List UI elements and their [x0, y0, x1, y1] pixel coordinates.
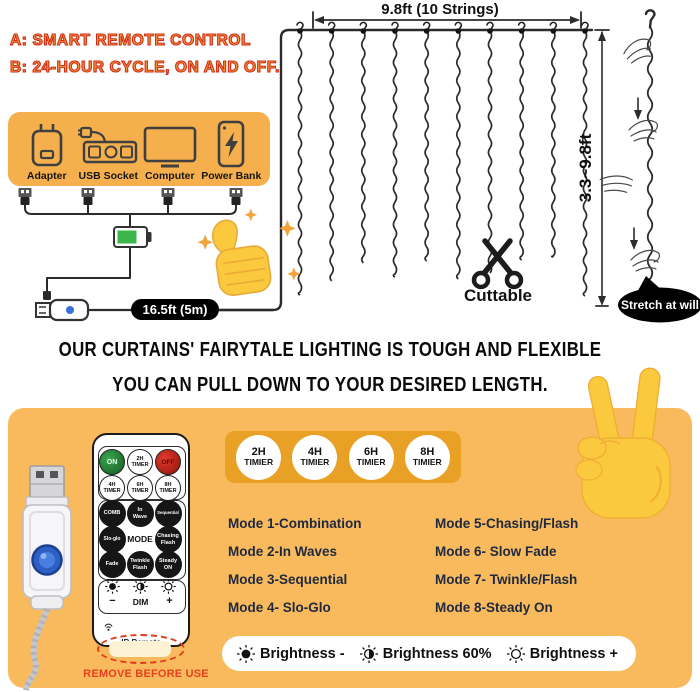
power-option-computer	[139, 122, 201, 182]
claim-line-a: A: SMART REMOTE CONTROL	[10, 32, 252, 49]
fade-button: Fade	[99, 551, 126, 578]
mode-item: Mode 7- Twinkle/Flash	[435, 572, 578, 587]
power-bank-icon	[215, 120, 247, 168]
mode-item: Mode 4- Slo-Glo	[228, 600, 331, 615]
claim-line-b: B: 24-HOUR CYCLE, ON AND OFF.	[10, 59, 281, 76]
dim-minus-button: −	[109, 595, 116, 607]
mode-label: MODE	[127, 534, 153, 544]
mode-item: Mode 8-Steady On	[435, 600, 553, 615]
slo-glo-button: Slo-glo	[99, 526, 126, 553]
headline-line2: YOU CAN PULL DOWN TO YOUR DESIRED LENGTH.	[112, 374, 548, 396]
mode-item: Mode 2-In Waves	[228, 544, 338, 559]
mode-list-left	[228, 510, 362, 622]
stretch-bubble-label: Stretch at will	[620, 298, 700, 312]
mode-list-right	[435, 510, 578, 622]
headline-line1: OUR CURTAINS' FAIRYTALE LIGHTING IS TOUGH AND FLEXIBLE	[58, 339, 602, 361]
curtain-width-label: 9.8ft (10 Strings)	[381, 1, 499, 18]
on-button: ON	[99, 449, 125, 475]
power-option-usb-socket	[78, 122, 140, 182]
brightness-plus: Brightness +	[506, 644, 618, 664]
battery-icon	[114, 227, 152, 247]
timer-2h-button: 2H TIMER	[127, 449, 153, 475]
curtain-strings	[297, 22, 588, 296]
power-wiring	[19, 188, 274, 310]
power-option-power-bank	[201, 120, 263, 182]
stretch-string	[646, 10, 654, 282]
brightness-legend	[222, 636, 636, 671]
timer-6h-button: 6H TIMER	[127, 475, 153, 501]
power-option-label: USB Socket	[78, 170, 139, 182]
power-option-label: Computer	[144, 170, 195, 182]
timer-4h-button: 4H TIMER	[99, 475, 125, 501]
sun-filled-icon	[236, 644, 256, 664]
brightness-60: Brightness 60%	[359, 644, 492, 664]
pull-tab-highlight-ellipse	[97, 634, 185, 664]
chasing-flash-button: Chasing Flash	[155, 526, 182, 553]
scissors-icon	[474, 241, 521, 287]
hand-sketches	[599, 37, 660, 271]
mode-item: Mode 3-Sequential	[228, 572, 348, 587]
power-option-adapter	[16, 122, 78, 182]
timer-badge-4h: 4H TIMIER	[292, 435, 337, 480]
dim-plus-button: +	[166, 595, 173, 607]
off-button: OFF	[155, 449, 181, 475]
cable-length-badge: 16.5ft (5m)	[131, 299, 219, 320]
wall-adapter-icon	[24, 122, 70, 168]
pull-arrows	[630, 98, 642, 250]
comb-button: COMB	[99, 500, 126, 527]
timer-badge-6h: 6H TIMIER	[349, 435, 394, 480]
dim-high-icon	[160, 578, 177, 595]
mode-item: Mode 1-Combination	[228, 516, 362, 531]
steady-on-button: Steady ON	[155, 551, 182, 578]
sun-outline-icon	[506, 644, 526, 664]
cuttable-label: Cuttable	[464, 286, 532, 305]
timer-badge-8h: 8H TIMIER	[405, 435, 450, 480]
sequential-button: Sequential	[155, 500, 182, 527]
sun-half-icon	[359, 644, 379, 664]
timer-badge-2h: 2H TIMIER	[236, 435, 281, 480]
usb-socket-icon	[77, 122, 139, 168]
twinkle-flash-button: Twinkle Flash	[127, 551, 154, 578]
height-dimension-arrow	[595, 30, 609, 306]
power-option-label: Adapter	[26, 170, 67, 182]
computer-icon	[142, 122, 198, 168]
dim-label: DIM	[132, 597, 149, 607]
usb-plug-icon	[36, 300, 88, 320]
brightness-minus: Brightness -	[236, 644, 345, 664]
dim-mid-icon	[132, 578, 149, 595]
ir-signal-icon	[103, 622, 179, 632]
in-wave-button: In Wave	[127, 500, 154, 527]
power-option-label: Power Bank	[201, 170, 262, 182]
power-options-box	[8, 112, 270, 186]
mode-item: Mode 5-Chasing/Flash	[435, 516, 579, 531]
timer-8h-button: 8H TIMER	[155, 475, 181, 501]
mode-item: Mode 6- Slow Fade	[435, 544, 557, 559]
timer-badges-strip	[225, 431, 461, 483]
remove-before-use-label: REMOVE BEFORE USE	[83, 668, 209, 680]
curtain-height-label: 3.3~9.8ft	[576, 133, 595, 203]
dim-low-icon	[104, 578, 121, 595]
